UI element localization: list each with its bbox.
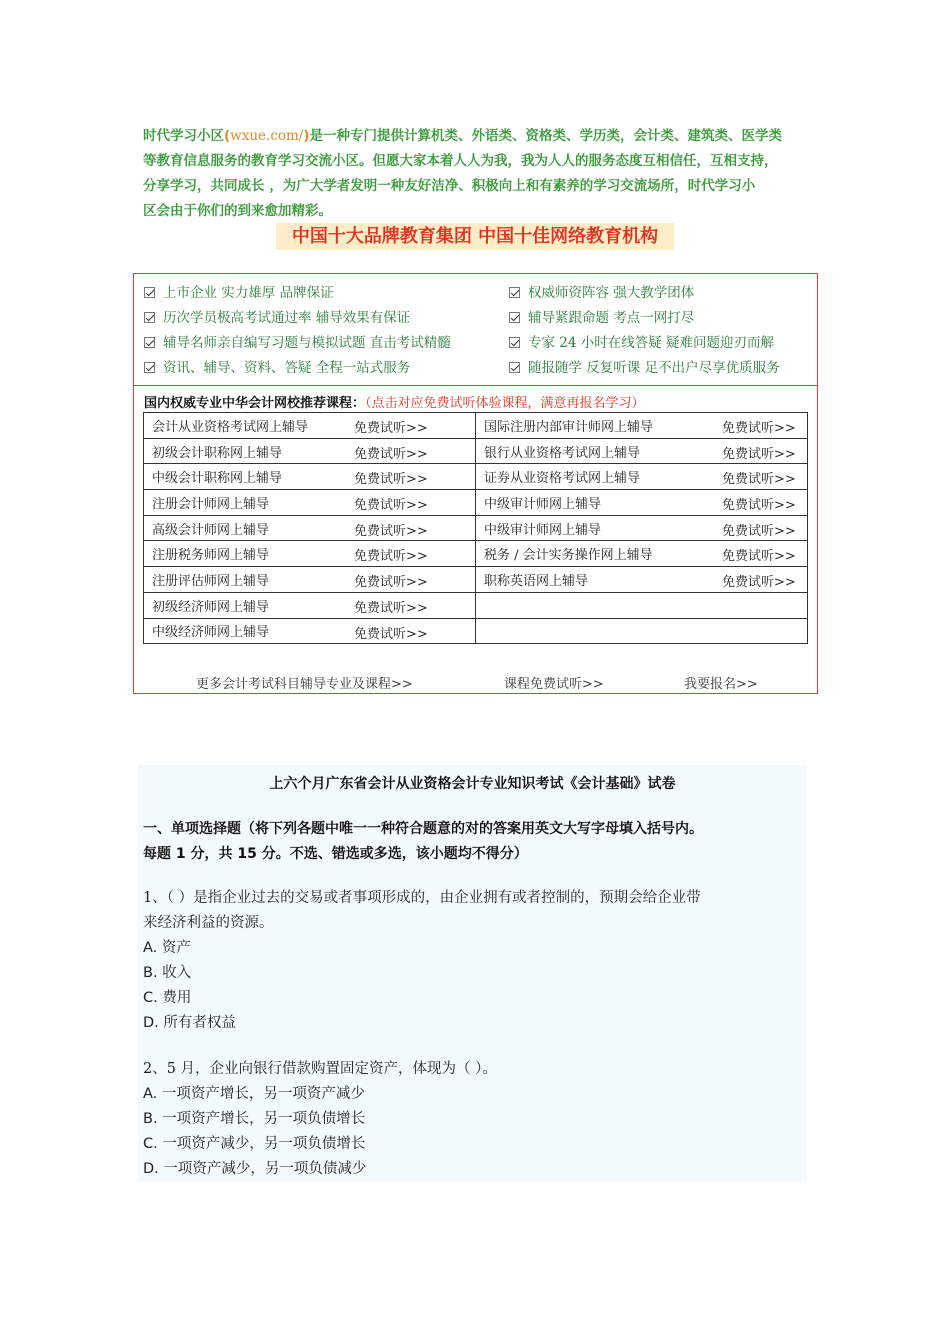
- course-name: 税务 / 会计实务操作网上辅导: [484, 548, 653, 564]
- promo-box: [133, 273, 818, 694]
- free-trial-link[interactable]: 免费试听>>: [722, 446, 796, 462]
- table-row: [144, 541, 808, 567]
- feature-item: 辅导紧跟命题 考点一网打尽: [509, 309, 694, 327]
- free-trial-link[interactable]: 免费试听>>: [354, 523, 428, 539]
- feature-list: [134, 274, 817, 386]
- slogan-banner: 中国十大品牌教育集团 中国十佳网络教育机构: [276, 223, 674, 250]
- checkbox-icon: [509, 337, 520, 348]
- table-row: [144, 464, 808, 490]
- course-cell-left: [144, 541, 476, 567]
- intro-line-4: 区会由于你们的到来愈加精彩。: [143, 203, 332, 219]
- feature-item: 专家 24 小时在线答疑 疑难问题迎刃而解: [509, 334, 774, 352]
- feature-item: 上市企业 实力雄厚 品牌保证: [144, 284, 334, 302]
- course-cell-right: [476, 490, 808, 516]
- free-trial-link[interactable]: 免费试听>>: [722, 523, 796, 539]
- course-cell-left: [144, 438, 476, 464]
- table-row: [144, 592, 808, 618]
- intro-line-3: 分享学习，共同成长 ，为广大学者发明一种友好洁净、积极向上和有素养的学习交流场所，时代学习小: [143, 178, 756, 194]
- free-trial-link[interactable]: 免费试听>>: [722, 575, 796, 591]
- course-name: 会计从业资格考试网上辅导: [152, 419, 309, 435]
- course-table: [143, 412, 808, 644]
- intro-line-1: 时代学习小区(wxue.com/)是一种专门提供计算机类、外语类、资格类、学历类，会计类、建筑类、医学类: [143, 128, 783, 144]
- course-cell-right: [476, 464, 808, 490]
- exam-section: [138, 765, 807, 1182]
- free-trial-link[interactable]: 免费试听>>: [722, 472, 796, 488]
- option-b: B. 一项资产增长，另一项负债增长: [143, 1111, 366, 1127]
- course-name: 中级经济师网上辅导: [152, 625, 270, 641]
- free-trial-link[interactable]: 免费试听>>: [722, 549, 796, 565]
- course-name: 银行从业资格考试网上辅导: [484, 445, 641, 461]
- feature-item: 辅导名师亲自编写习题与模拟试题 直击考试精髓: [144, 334, 451, 352]
- site-link[interactable]: wxue.com/: [230, 128, 304, 144]
- free-trial-link[interactable]: 免费试听>>: [354, 498, 428, 514]
- free-trial-link[interactable]: 免费试听>>: [354, 575, 428, 591]
- checkbox-icon: [144, 362, 155, 373]
- checkbox-icon: [509, 362, 520, 373]
- table-row: [144, 567, 808, 593]
- course-cell-right: [476, 618, 808, 644]
- course-name: 中级审计师网上辅导: [484, 522, 602, 538]
- intro-line-2: 等教育信息服务的教育学习交流小区。但愿大家本着人人为我，我为人人的服务态度互相信任，互相支持，: [143, 153, 778, 169]
- checkbox-icon: [144, 287, 155, 298]
- option-d: D. 一项资产减少，另一项负债减少: [143, 1161, 367, 1177]
- question-1: 1、（ ）是指企业过去的交易或者事项形成的，由企业拥有或者控制的，预期会给企业带 来经济利益的资源。 A. 资产 B. 收入 C. 费用 D. 所有者权益: [143, 886, 807, 1036]
- table-row: [144, 438, 808, 464]
- course-cell-right: [476, 567, 808, 593]
- table-row: [144, 490, 808, 516]
- course-cell-left: [144, 618, 476, 644]
- course-cell-right: [476, 515, 808, 541]
- course-cell-right: [476, 592, 808, 618]
- question-2: 2、5 月，企业向银行借款购置固定资产，体现为（ ）。 A. 一项资产增长，另一项资产减少 B. 一项资产增长，另一项负债增长 C. 一项资产减少，另一项负债增长 D. 一项资产减少，另一项负债减少: [143, 1057, 807, 1182]
- checkbox-icon: [509, 287, 520, 298]
- option-d: D. 所有者权益: [143, 1015, 236, 1031]
- feature-item: 权威师资阵容 强大教学团体: [509, 284, 694, 302]
- feature-item: 资讯、辅导、资料、答疑 全程一站式服务: [144, 359, 410, 377]
- course-name: 高级会计师网上辅导: [152, 522, 270, 538]
- option-c: C. 一项资产减少，另一项负债增长: [143, 1136, 366, 1152]
- free-trial-link[interactable]: 免费试听>>: [354, 472, 428, 488]
- intro-paragraph: [143, 124, 818, 224]
- table-row: [144, 515, 808, 541]
- option-a: A. 一项资产增长，另一项资产减少: [143, 1086, 365, 1102]
- table-row: [144, 618, 808, 644]
- course-name: 职称英语网上辅导: [484, 573, 589, 589]
- checkbox-icon: [144, 312, 155, 323]
- free-trial-link[interactable]: 免费试听>>: [722, 421, 796, 436]
- free-trial-link[interactable]: 免费试听>>: [354, 626, 428, 642]
- checkbox-icon: [509, 312, 520, 323]
- checkbox-icon: [144, 337, 155, 348]
- free-trial-link[interactable]: 免费试听>>: [354, 600, 428, 616]
- course-name: 中级会计职称网上辅导: [152, 471, 283, 487]
- more-courses-link[interactable]: 更多会计考试科目辅导专业及课程>>: [196, 677, 413, 692]
- feature-item: 随报随学 反复听课 足不出户尽享优质服务: [509, 359, 780, 377]
- course-cell-left: [144, 515, 476, 541]
- recommend-title: 国内权威专业中华会计网校推荐课程：（点击对应免费试听体验课程，满意再报名学习）: [144, 396, 645, 411]
- feature-item: 历次学员极高考试通过率 辅导效果有保证: [144, 309, 410, 327]
- free-trial-link[interactable]: 免费试听>>: [722, 498, 796, 514]
- course-name: 初级经济师网上辅导: [152, 599, 270, 615]
- course-name: 国际注册内部审计师网上辅导: [484, 419, 654, 435]
- course-cell-left: [144, 592, 476, 618]
- course-cell-left: [144, 567, 476, 593]
- free-trial-link[interactable]: 免费试听>>: [354, 421, 428, 436]
- table-row: [144, 413, 808, 439]
- course-cell-right: [476, 438, 808, 464]
- course-cell-right: [476, 413, 808, 439]
- option-b: B. 收入: [143, 965, 192, 981]
- enroll-link[interactable]: 我要报名>>: [684, 677, 758, 692]
- course-cell-left: [144, 490, 476, 516]
- course-name: 初级会计职称网上辅导: [152, 445, 283, 461]
- course-name: 注册税务师网上辅导: [152, 548, 270, 564]
- course-cell-left: [144, 464, 476, 490]
- option-c: C. 费用: [143, 990, 192, 1006]
- free-trial-link[interactable]: 免费试听>>: [354, 549, 428, 565]
- course-cell-left: [144, 413, 476, 439]
- course-name: 中级审计师网上辅导: [484, 496, 602, 512]
- option-a: A. 资产: [143, 940, 191, 956]
- course-name: 证券从业资格考试网上辅导: [484, 471, 641, 487]
- course-name: 注册评估师网上辅导: [152, 573, 270, 589]
- course-cell-right: [476, 541, 808, 567]
- free-trial-link[interactable]: 免费试听>>: [354, 446, 428, 462]
- exam-title: 上六个月广东省会计从业资格会计专业知识考试《会计基础》试卷: [269, 776, 676, 792]
- section-heading: 一、单项选择题（将下列各题中唯一一种符合题意的对的答案用英文大写字母填入括号内。 每题 1 分，共 15 分。不选、错选或多选，该小题均不得分）: [143, 821, 703, 862]
- course-name: 注册会计师网上辅导: [152, 496, 270, 512]
- free-trial-link[interactable]: 课程免费试听>>: [504, 677, 604, 692]
